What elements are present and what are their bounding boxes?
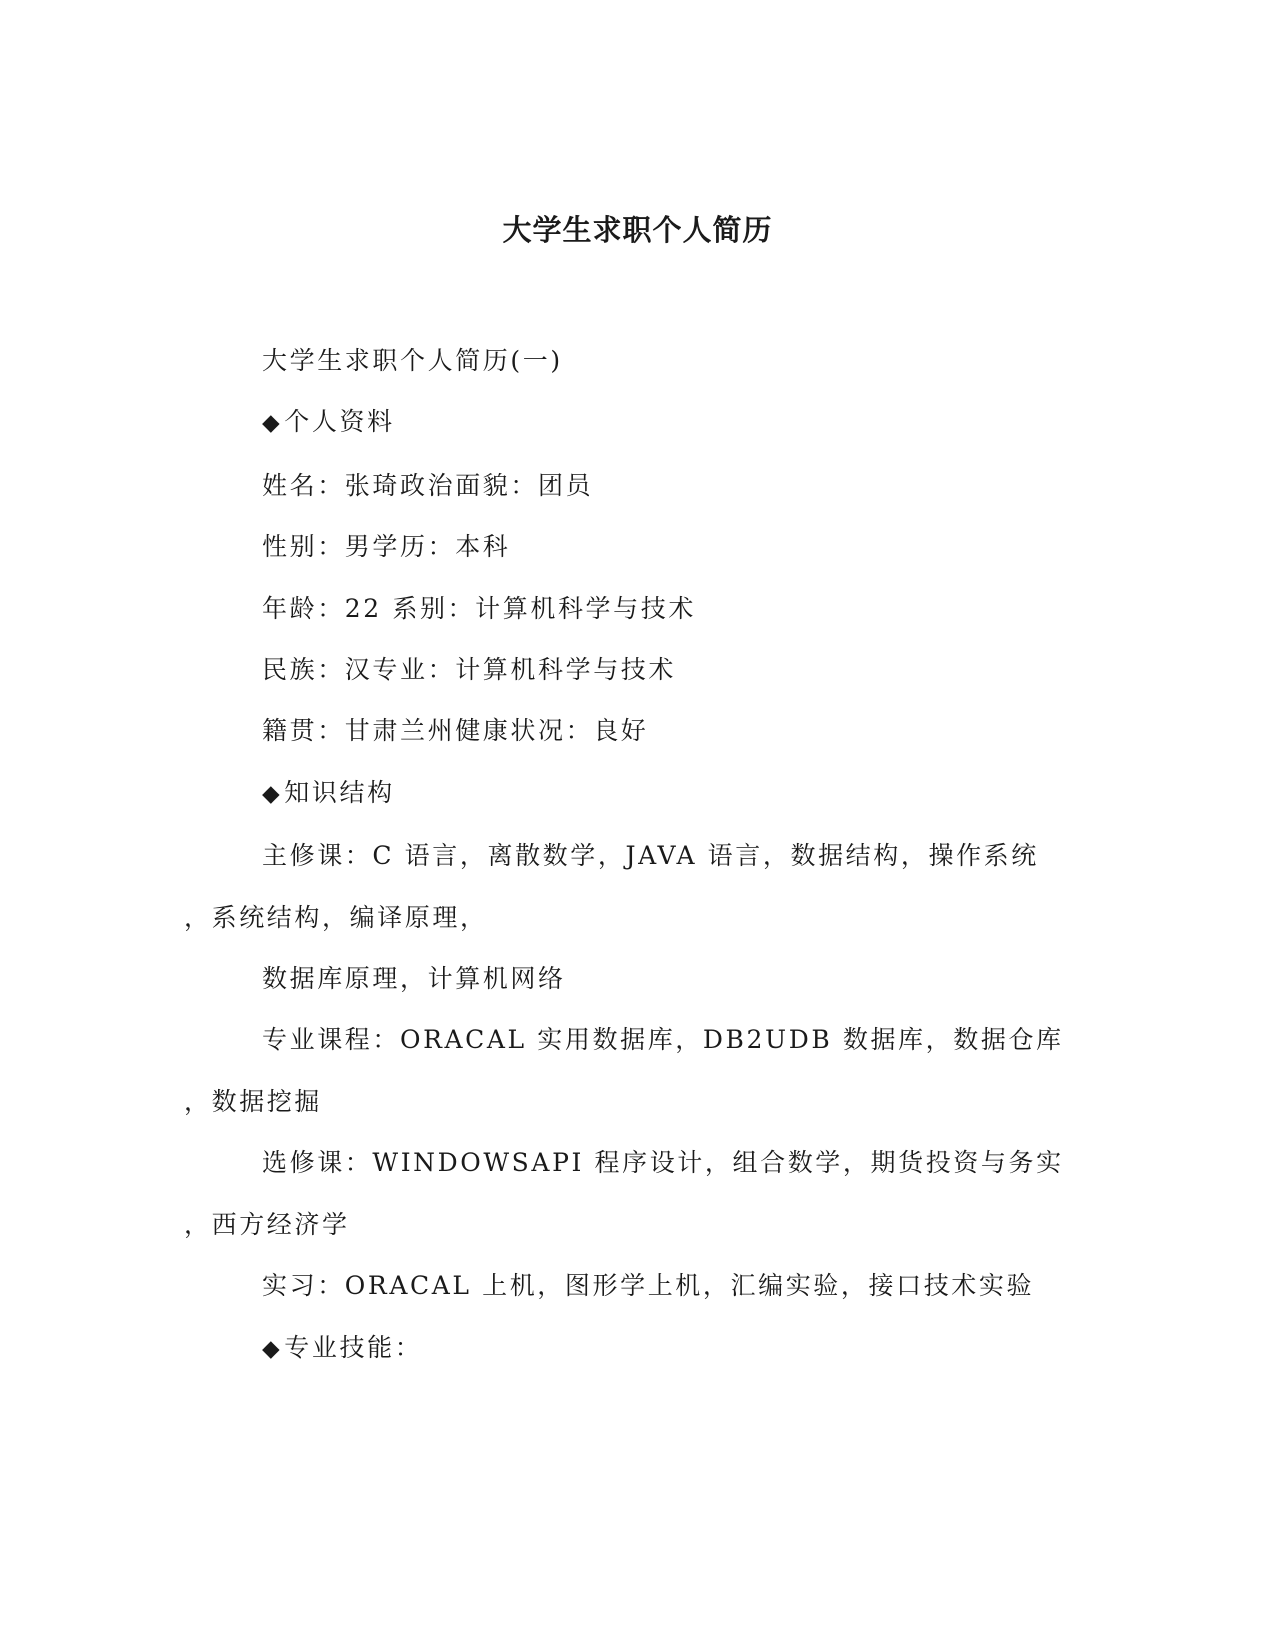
section-heading-knowledge [184, 762, 1076, 825]
section-heading-knowledge-label: 知识结构 [284, 777, 395, 807]
major-courses-line-1: 主修课：C 语言，离散数学，JAVA 语言，数据结构，操作系统 [262, 841, 1039, 871]
diamond-bullet-icon: ◆ [262, 780, 283, 807]
professional-courses-paragraph [184, 1009, 1076, 1132]
section-heading-personal [184, 391, 1076, 454]
resume-subtitle: 大学生求职个人简历(一) [262, 346, 563, 375]
major-courses-line-2: ，系统结构，编译原理， [184, 902, 488, 932]
internship-line: 实习：ORACAL 上机，图形学上机，汇编实验，接口技术实验 [262, 1271, 1035, 1301]
section-heading-skills [184, 1317, 1076, 1380]
diamond-bullet-icon: ◆ [262, 1335, 283, 1362]
personal-age-line: 年龄：22 系别：计算机科学与技术 [262, 593, 696, 623]
section-heading-personal-label: 个人资料 [284, 407, 395, 437]
personal-ethnicity-line: 民族：汉专业：计算机科学与技术 [262, 655, 677, 685]
professional-courses-line-1: 专业课程：ORACAL 实用数据库，DB2UDB 数据库，数据仓库 [262, 1025, 1064, 1055]
section-heading-skills-label: 专业技能： [284, 1332, 423, 1362]
major-courses-line-3: 数据库原理，计算机网络 [262, 964, 566, 994]
elective-courses-line-1: 选修课：WINDOWSAPI 程序设计，组合数学，期货投资与务实 [262, 1148, 1064, 1178]
elective-courses-paragraph [184, 1132, 1076, 1255]
document-body [184, 330, 1076, 1380]
document-title: 大学生求职个人简历 [502, 213, 773, 247]
major-courses-paragraph [184, 825, 1076, 948]
personal-gender-line: 性别：男学历：本科 [262, 532, 511, 562]
personal-origin-line: 籍贯：甘肃兰州健康状况：良好 [262, 716, 649, 746]
elective-courses-line-2: ，西方经济学 [184, 1209, 350, 1239]
professional-courses-line-2: ，数据挖掘 [184, 1086, 323, 1116]
diamond-bullet-icon: ◆ [262, 410, 283, 437]
personal-name-line: 姓名：张琦政治面貌：团员 [262, 470, 594, 500]
